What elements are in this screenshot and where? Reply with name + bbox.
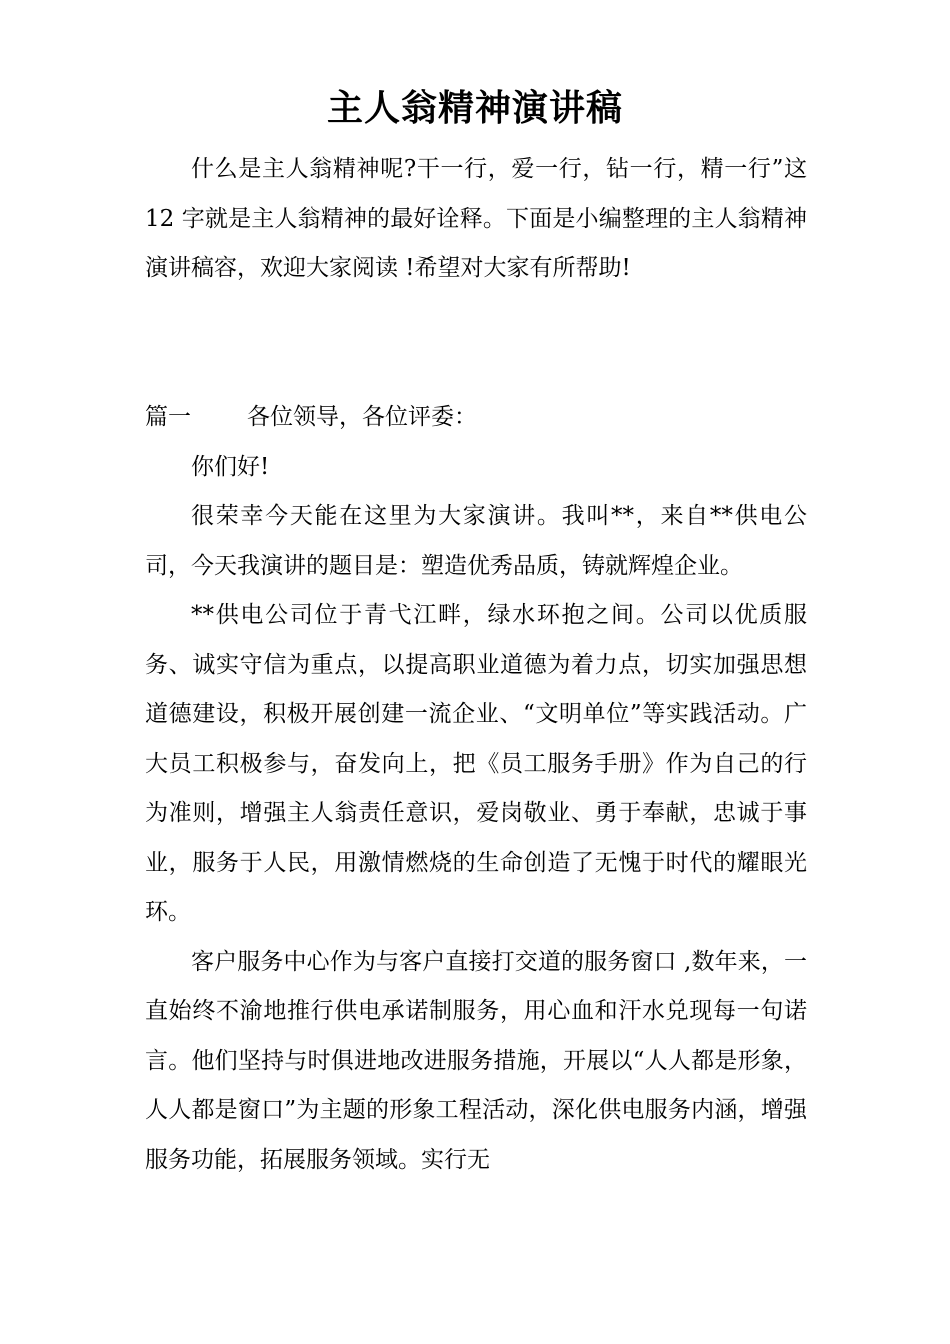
paragraph: 客户服务中心作为与客户直接打交道的服务窗口 ,数年来，一直始终不渝地推行供电承诺制服务，用心血和汗水兑现每一句诺言。他们坚持与时俱进地改进服务措施，开展以“人人都是形象，人人都是窗口”为主题的形象工程活动，深化供电服务内涵，增强服务功能，拓展服务领域。实行无 <box>145 948 807 1173</box>
section-label: 篇一 <box>145 404 191 430</box>
paragraph: 很荣幸今天能在这里为大家演讲。我叫**，来自**供电公司，今天我演讲的题目是：塑造优秀品质，铸就辉煌企业。 <box>145 503 807 579</box>
intro-block <box>145 145 807 294</box>
page-title: 主人翁精神演讲稿 <box>326 87 623 129</box>
paragraph: **供电公司位于青弋江畔，绿水环抱之间。公司以优质服务、诚实守信为重点，以提高职业道德为着力点，切实加强思想道德建设，积极开展创建一流企业、“文明单位”等实践活动。广大员工积极参与，奋发向上，把《员工服务手册》作为自己的行为准则，增强主人翁责任意识，爱岗敬业、勇于奉献，忠诚于事业，服务于人民，用激情燃烧的生命创造了无愧于时代的耀眼光环。 <box>145 602 807 925</box>
salutation: 各位领导，各位评委： <box>247 404 477 430</box>
section-heading <box>145 393 807 443</box>
intro-paragraph: 什么是主人翁精神呢?干一行，爱一行，钻一行，精一行”这 12 字就是主人翁精神的最好诠释。下面是小编整理的主人翁精神演讲稿容，欢迎大家阅读 !希望对大家有所帮助! <box>145 156 807 281</box>
section-one <box>145 393 807 1185</box>
paragraph: 你们好! <box>191 453 270 480</box>
